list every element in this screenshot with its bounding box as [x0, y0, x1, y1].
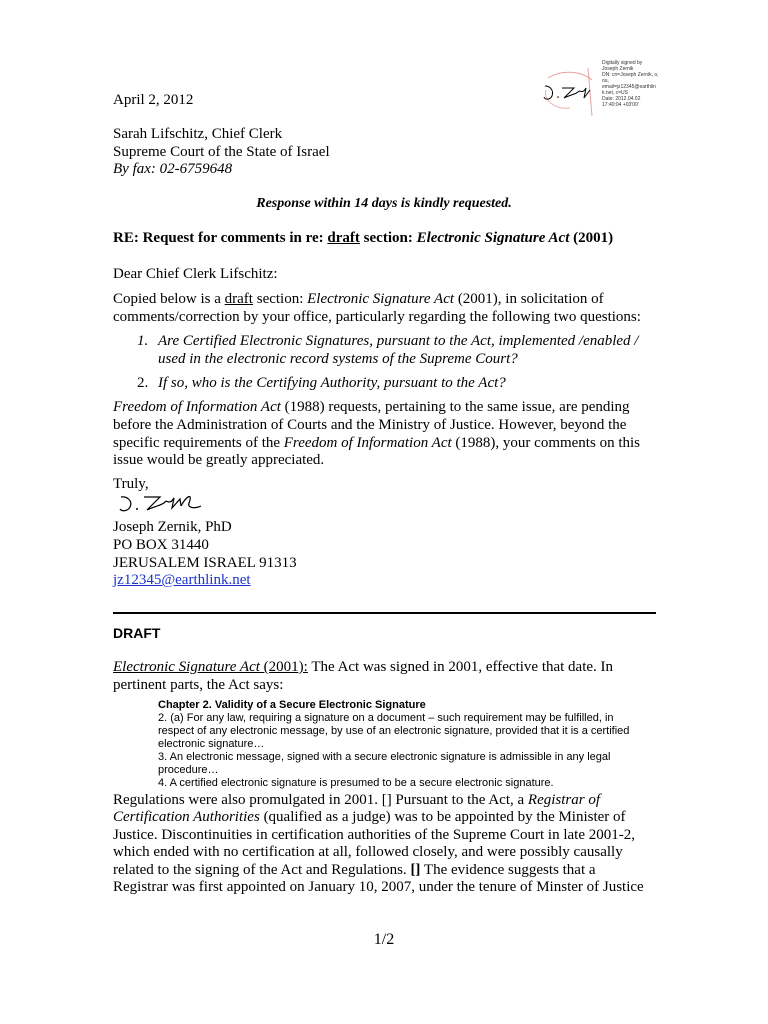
- re-mid: section:: [359, 230, 417, 246]
- paragraph-1-line-1: [113, 290, 604, 308]
- chapter-line: electronic signature…: [158, 738, 265, 750]
- chapter-title: Chapter 2. Validity of a Secure Electronic Signature: [158, 699, 426, 711]
- sender-email-line: [113, 571, 251, 589]
- p2-text: (1988), your comments on this: [451, 435, 640, 451]
- reg-bracket: []: [410, 862, 421, 878]
- regulations-line-6: Registrar was first appointed on January 10, 2007, under the tenure of Minster of Justice: [113, 879, 644, 895]
- page-number: 1/2: [373, 931, 395, 948]
- sender-name: Joseph Zernik, PhD: [113, 519, 232, 535]
- paragraph-2-line-1: [113, 398, 630, 416]
- chapter-line: 2. (a) For any law, requiring a signature on a document – such requirement may be fulfilled, in: [158, 712, 614, 724]
- response-note: Response within 14 days is kindly requested.: [256, 196, 512, 211]
- regulations-line-4: which ended with no certification at all, followed closely, and were possibly causally: [113, 844, 623, 860]
- re-prefix: RE: Request for comments in re:: [113, 230, 328, 246]
- sender-email-link[interactable]: jz12345@earthlink.net: [113, 572, 251, 588]
- re-year: (2001): [569, 230, 614, 246]
- closing: Truly,: [113, 476, 149, 492]
- regulations-line-3: Justice. Discontinuities in certification authorities of the Supreme Court in late 2001-2,: [113, 827, 635, 843]
- chapter-line: respect of any electronic message, by use of an electronic signature, provided that it is a certified: [158, 725, 630, 737]
- question-2-text: If so, who is the Certifying Authority, pursuant to the Act?: [158, 375, 506, 391]
- sig-line: Date: 2012.04.02: [602, 96, 641, 102]
- salutation: Dear Chief Clerk Lifschitz:: [113, 266, 278, 282]
- sig-line: DN: cn=Joseph Zernik, o,: [602, 72, 659, 78]
- regulations-line-5: [113, 861, 596, 879]
- paragraph-2-line-2: before the Administration of Courts and the Ministry of Justice. However, beyond the: [113, 417, 627, 433]
- question-1-line-2: used in the electronic record systems of the Supreme Court?: [158, 351, 518, 367]
- p2-foi: Freedom of Information Act: [113, 399, 281, 415]
- regulations-line-1: [113, 791, 600, 809]
- sig-line: Digitally signed by: [602, 60, 643, 66]
- draft-intro-text: The Act was signed in 2001, effective that date. In: [307, 659, 614, 675]
- sender-box: PO BOX 31440: [113, 537, 209, 553]
- reg-text: related to the signing of the Act and Regulations.: [113, 862, 411, 878]
- sig-line: email=jz12345@earthlin: [602, 84, 656, 90]
- paragraph-2-line-3: [113, 434, 640, 452]
- sig-line: 17:40:04 +03'00': [602, 102, 639, 108]
- re-line: [113, 229, 613, 247]
- draft-intro-line-1: [113, 658, 613, 676]
- draft-heading: DRAFT: [113, 625, 161, 641]
- recipient-name: Sarah Lifschitz, Chief Clerk: [113, 126, 283, 142]
- reg-text: Regulations were also promulgated in 2001. [] Pursuant to the Act, a: [113, 792, 528, 808]
- question-1-line-1: Are Certified Electronic Signatures, pursuant to the Act, implemented /enabled /: [158, 333, 639, 349]
- paragraph-1-line-2: comments/correction by your office, particularly regarding the following two questions:: [113, 309, 641, 325]
- sig-line: ou,: [602, 78, 609, 84]
- handwritten-signature: [117, 493, 207, 517]
- sender-city: JERUSALEM ISRAEL 91313: [113, 555, 297, 571]
- recipient-fax: By fax: 02-6759648: [113, 161, 233, 177]
- draft-intro-line-2: pertinent parts, the Act says:: [113, 677, 284, 693]
- p1-act: Electronic Signature Act: [307, 291, 455, 307]
- digital-signature-block: [540, 60, 660, 122]
- p2-text: (1988) requests, pertaining to the same issue, are pending: [280, 399, 630, 415]
- re-draft: draft: [327, 230, 360, 246]
- p1-text: section:: [252, 291, 308, 307]
- p2-foi: Freedom of Information Act: [283, 435, 452, 451]
- chapter-line: procedure…: [158, 764, 219, 776]
- digital-signature-text: [602, 60, 662, 108]
- section-divider: [113, 612, 656, 614]
- chapter-quote: [158, 699, 629, 790]
- regulations-line-2: [113, 808, 626, 826]
- reg-text: The evidence suggests that a: [420, 862, 596, 878]
- chapter-line: 4. A certified electronic signature is presumed to be a secure electronic signature.: [158, 777, 554, 789]
- re-act: Electronic Signature Act: [416, 230, 570, 246]
- reg-cert-authorities: Certification Authorities: [113, 809, 260, 825]
- sig-line: k.net, c=US: [602, 90, 628, 96]
- draft-intro-act: Electronic Signature Act: [113, 659, 260, 675]
- p1-text: (2001), in solicitation of: [454, 291, 604, 307]
- chapter-line: 3. An electronic message, signed with a secure electronic signature is admissible in any legal: [158, 751, 611, 763]
- p2-text: specific requirements of the: [113, 435, 284, 451]
- letter-date: April 2, 2012: [113, 92, 194, 108]
- signature-stamp-mark: [540, 60, 600, 122]
- reg-text: (qualified as a judge) was to be appointed by the Minister of: [259, 809, 626, 825]
- p1-draft: draft: [224, 291, 253, 307]
- sig-line: Joseph Zernik: [602, 66, 634, 72]
- recipient-org: Supreme Court of the State of Israel: [113, 144, 330, 160]
- reg-registrar: Registrar of: [527, 792, 601, 808]
- paragraph-2-line-4: issue would be greatly appreciated.: [113, 452, 325, 468]
- question-1-number: 1.: [137, 333, 149, 349]
- draft-intro-year: (2001):: [259, 659, 308, 675]
- question-2-number: 2.: [137, 375, 149, 391]
- p1-text: Copied below is a: [113, 291, 225, 307]
